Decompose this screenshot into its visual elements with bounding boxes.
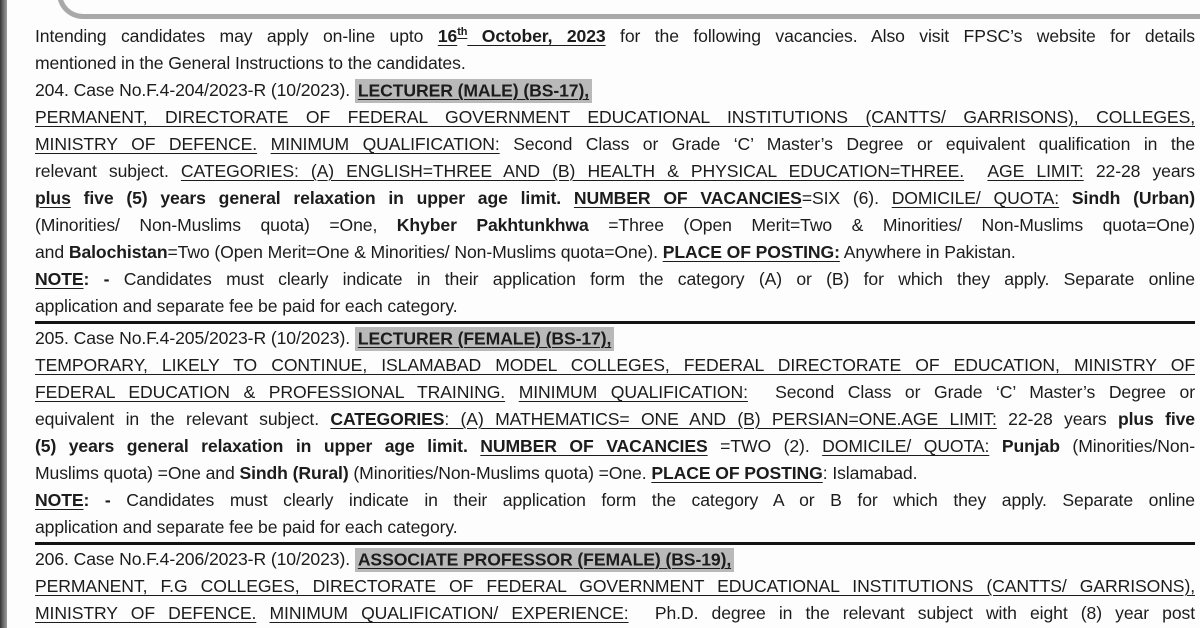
text-segment: Ph.D. degree in the relevant subject with eight (8) year post [628,603,1195,623]
text-line [35,487,1195,514]
section-divider [35,542,1195,545]
text-segment [989,436,1002,456]
text-segment [964,161,987,181]
text-segment: PERMANENT, F.G COLLEGES, DIRECTORATE OF FEDERAL GOVERNMENT EDUCATIONAL INSTITUTIONS (CANTTS/ GARRISONS), [35,576,1195,596]
text-line [35,325,1195,352]
text-segment: Candidates must clearly indicate in their application form the category A or B for which they apply. Separate online [110,490,1195,510]
text-segment: 16 [437,26,458,46]
text-segment: 22-28 years [1083,161,1195,181]
text-segment: AGE LIMIT: [987,161,1084,181]
text-segment: five (5) years general relaxation in upper age limit. [70,188,562,208]
text-segment: plus five [1117,409,1195,429]
text-segment: =TWO (2). [707,436,823,456]
text-segment: application and separate fee be paid for each category. [35,517,458,537]
text-segment: PERMANENT, DIRECTORATE OF FEDERAL GOVERNMENT EDUCATIONAL INSTITUTIONS (CANTTS/ GARRISONS), COLLEGES, [35,107,1195,127]
text-segment: PLACE OF POSTING: [662,242,840,262]
text-segment: : - [83,490,111,510]
text-segment: DOMICILE/ QUOTA: [891,188,1060,208]
section-case-206 [35,546,1195,627]
text-segment: Sindh (Rural) [239,463,349,483]
text-line [35,158,1195,185]
text-segment: CATEGORIES: (A) ENGLISH=THREE AND (B) HEALTH & PHYSICAL EDUCATION=THREE. [180,161,965,181]
text-line [35,573,1195,600]
text-segment: =Two (Open Merit=One & Minorities/ Non-Muslims quota=One). [167,242,663,262]
text-segment: =Three (Open Merit=Two & Minorities/ Non-Muslims quota=One) [588,215,1195,235]
text-segment [561,188,574,208]
text-segment: NUMBER OF VACANCIES [573,188,802,208]
text-segment: plus [35,188,71,208]
text-line [35,185,1195,212]
text-segment: Second Class or Grade ‘C’ Master’s Degree or equivalent qualification in the [499,134,1195,154]
section-intro-and-case-204 [35,23,1195,320]
text-line [35,293,1195,320]
text-segment: NUMBER OF VACANCIES [480,436,708,456]
text-segment: 206. Case No.F.4-206/2023-R (10/2023). [35,549,355,569]
text-line [35,352,1195,379]
text-line [35,433,1195,460]
text-line [35,379,1195,406]
text-segment: Candidates must clearly indicate in their application form the category (A) or (B) for which they apply. Separate online [109,269,1195,289]
text-segment: =SIX (6). [801,188,892,208]
text-segment: Khyber Pakhtunkhwa [396,215,589,235]
text-segment: Punjab [1001,436,1060,456]
text-segment [505,382,519,402]
text-segment: PLACE OF POSTING [651,463,823,483]
text-segment: October, 2023 [467,26,606,46]
text-segment [468,436,481,456]
post-title-highlight: ASSOCIATE PROFESSOR (FEMALE) (BS-19), [355,548,734,572]
text-segment: FEDERAL EDUCATION & PROFESSIONAL TRAINING. [35,382,506,402]
post-title-highlight: LECTURER (FEMALE) (BS-17), [355,327,614,351]
text-segment: TEMPORARY, LIKELY TO CONTINUE, ISLAMABAD MODEL COLLEGES, FEDERAL DIRECTORATE OF EDUCATION, MINISTRY OF [35,355,1195,375]
text-line [35,23,1195,50]
text-line [35,406,1195,433]
text-segment: : - [83,269,110,289]
text-segment: NOTE [35,490,84,510]
section-case-205 [35,325,1195,541]
text-segment: Second Class or Grade ‘C’ Master’s Degree or [747,382,1195,402]
text-segment: DOMICILE/ QUOTA: [822,436,990,456]
text-segment: th [457,26,468,39]
post-title-highlight: LECTURER (MALE) (BS-17), [355,79,592,103]
text-line [35,77,1195,104]
text-line [35,460,1195,487]
text-segment: equivalent in the relevant subject. [35,409,331,429]
text-segment: (5) years general relaxation in upper age limit. [35,436,468,456]
text-line [35,266,1195,293]
text-line [35,50,1195,77]
text-segment: MINIMUM QUALIFICATION: [518,382,748,402]
text-segment: (Minorities/ Non-Muslims quota) =One, [35,215,397,235]
text-segment [257,134,271,154]
text-segment: NOTE [35,269,84,289]
text-segment: mentioned in the General Instructions to the candidates. [35,53,466,73]
text-segment: Sindh (Urban) [1071,188,1195,208]
text-segment: for the following vacancies. Also visit FPSC’s website for details [605,26,1195,46]
text-segment: (Minorities/Non-Muslims quota) =One. [348,463,652,483]
text-segment: MINISTRY OF DEFENCE. [35,134,258,154]
text-segment: AGE LIMIT: [901,409,997,429]
text-line [35,514,1195,541]
text-segment [1059,188,1072,208]
text-segment: : (A) MATHEMATICS= ONE AND (B) PERSIAN=ONE. [444,409,902,429]
text-segment: 205. Case No.F.4-205/2023-R (10/2023). [35,328,355,348]
text-segment: Anywhere in Pakistan. [839,242,1016,262]
text-line [35,212,1195,239]
text-segment: MINIMUM QUALIFICATION: [270,134,500,154]
text-segment: CATEGORIES [330,409,445,429]
text-segment: Balochistan [68,242,168,262]
text-line [35,546,1195,573]
text-line [35,131,1195,158]
text-segment: MINIMUM QUALIFICATION/ EXPERIENCE: [269,603,629,623]
text-segment: relevant subject. [35,161,181,181]
text-segment: 204. Case No.F.4-204/2023-R (10/2023). [35,80,355,100]
text-line [35,600,1195,627]
text-segment: Muslims quota) =One and [35,463,240,483]
section-divider [35,321,1195,324]
text-segment: and [35,242,69,262]
text-segment: Intending candidates may apply on-line upto [35,26,438,46]
text-segment: MINISTRY OF DEFENCE. [35,603,257,623]
text-segment: 22-28 years [996,409,1118,429]
text-segment: : Islamabad. [822,463,918,483]
text-line [35,239,1195,266]
text-segment: application and separate fee be paid for each category. [35,296,458,316]
text-line [35,104,1195,131]
text-segment: (Minorities/Non- [1059,436,1195,456]
text-segment [256,603,269,623]
